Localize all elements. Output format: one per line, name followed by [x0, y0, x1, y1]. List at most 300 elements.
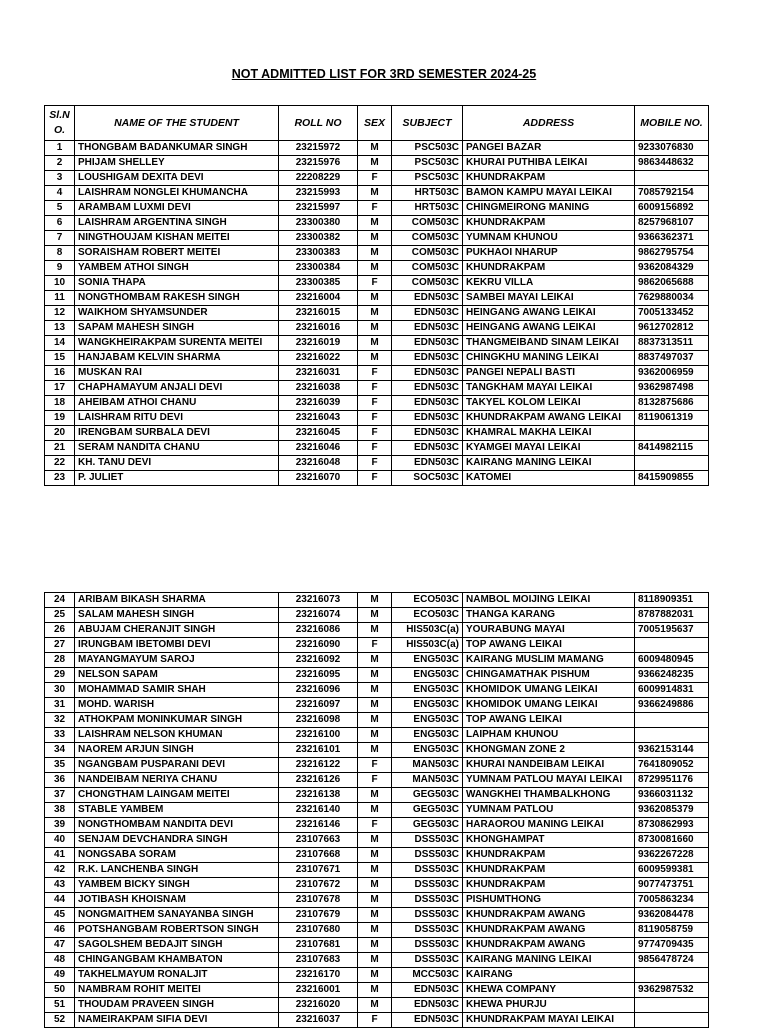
subject-cell: DSS503C — [392, 908, 463, 923]
subject-cell: COM503C — [392, 246, 463, 261]
subject-cell: EDN503C — [392, 1013, 463, 1028]
sl-no-cell: 47 — [45, 938, 75, 953]
sex-cell: M — [358, 863, 392, 878]
student-name-cell: TAKHELMAYUM RONALJIT — [75, 968, 279, 983]
sl-no-cell: 14 — [45, 336, 75, 351]
table-row — [45, 998, 709, 1013]
student-name-cell: LOUSHIGAM DEXITA DEVI — [75, 171, 279, 186]
roll-no-cell: 23216122 — [279, 758, 358, 773]
sl-no-cell: 8 — [45, 246, 75, 261]
subject-cell: ENG503C — [392, 653, 463, 668]
sex-cell: M — [358, 803, 392, 818]
sex-cell: M — [358, 141, 392, 156]
table-row — [45, 833, 709, 848]
mobile-no-cell: 9362153144 — [635, 743, 709, 758]
address-cell: SAMBEI MAYAI LEIKAI — [463, 291, 635, 306]
mobile-no-cell: 8118909351 — [635, 593, 709, 608]
student-name-cell: NAMEIRAKPAM SIFIA DEVI — [75, 1013, 279, 1028]
address-cell: KHUNDRAKPAM — [463, 863, 635, 878]
sex-cell: F — [358, 638, 392, 653]
mobile-no-cell: 9362987532 — [635, 983, 709, 998]
subject-cell: HRT503C — [392, 186, 463, 201]
subject-cell: ENG503C — [392, 743, 463, 758]
address-cell: KEKRU VILLA — [463, 276, 635, 291]
sl-no-cell: 30 — [45, 683, 75, 698]
roll-no-cell: 23216015 — [279, 306, 358, 321]
mobile-no-cell: 9077473751 — [635, 878, 709, 893]
roll-no-cell: 23107668 — [279, 848, 358, 863]
subject-cell: EDN503C — [392, 396, 463, 411]
table-row — [45, 231, 709, 246]
sl-no-cell: 16 — [45, 366, 75, 381]
sl-no-cell: 31 — [45, 698, 75, 713]
table-row — [45, 863, 709, 878]
roll-no-cell: 23216045 — [279, 426, 358, 441]
student-name-cell: NAMBRAM ROHIT MEITEI — [75, 983, 279, 998]
sl-no-cell: 33 — [45, 728, 75, 743]
student-name-cell: NELSON SAPAM — [75, 668, 279, 683]
sl-no-cell: 11 — [45, 291, 75, 306]
mobile-no-cell — [635, 968, 709, 983]
student-name-cell: NONGTHOMBAM NANDITA DEVI — [75, 818, 279, 833]
sex-cell: M — [358, 623, 392, 638]
subject-cell: DSS503C — [392, 953, 463, 968]
roll-no-cell: 23216086 — [279, 623, 358, 638]
roll-no-cell: 23300383 — [279, 246, 358, 261]
subject-cell: GEG503C — [392, 788, 463, 803]
sex-cell: M — [358, 593, 392, 608]
mobile-no-cell: 8837313511 — [635, 336, 709, 351]
student-name-cell: SORAISHAM ROBERT MEITEI — [75, 246, 279, 261]
subject-cell: ECO503C — [392, 608, 463, 623]
sex-cell: M — [358, 728, 392, 743]
address-cell: PUKHAOI NHARUP — [463, 246, 635, 261]
student-name-cell: P. JULIET — [75, 471, 279, 486]
subject-cell: EDN503C — [392, 998, 463, 1013]
sl-no-cell: 20 — [45, 426, 75, 441]
table-row — [45, 938, 709, 953]
roll-no-cell: 23216140 — [279, 803, 358, 818]
student-name-cell: ARAMBAM LUXMI DEVI — [75, 201, 279, 216]
sex-cell: M — [358, 983, 392, 998]
sex-cell: F — [358, 456, 392, 471]
mobile-no-cell: 6009914831 — [635, 683, 709, 698]
sl-no-cell: 23 — [45, 471, 75, 486]
subject-cell: EDN503C — [392, 366, 463, 381]
address-cell: TAKYEL KOLOM LEIKAI — [463, 396, 635, 411]
roll-no-cell: 23216004 — [279, 291, 358, 306]
sl-no-cell: 29 — [45, 668, 75, 683]
address-cell: KYAMGEI MAYAI LEIKAI — [463, 441, 635, 456]
table-row — [45, 1013, 709, 1028]
roll-no-cell: 23216070 — [279, 471, 358, 486]
table-row — [45, 321, 709, 336]
table-row — [45, 201, 709, 216]
table-row — [45, 186, 709, 201]
mobile-no-cell: 6009599381 — [635, 863, 709, 878]
table-row — [45, 623, 709, 638]
sl-no-cell: 15 — [45, 351, 75, 366]
document-title-text: NOT ADMITTED LIST FOR 3RD SEMESTER 2024-25 — [231, 67, 537, 81]
address-cell: KHUNDRAKPAM AWANG — [463, 923, 635, 938]
address-cell: THANGMEIBAND SINAM LEIKAI — [463, 336, 635, 351]
sex-cell: F — [358, 1013, 392, 1028]
mobile-no-cell: 9362084329 — [635, 261, 709, 276]
student-name-cell: CHAPHAMAYUM ANJALI DEVI — [75, 381, 279, 396]
sl-no-cell: 37 — [45, 788, 75, 803]
mobile-no-cell: 6009156892 — [635, 201, 709, 216]
mobile-no-cell: 7005863234 — [635, 893, 709, 908]
subject-cell: EDN503C — [392, 306, 463, 321]
mobile-no-cell: 9366031132 — [635, 788, 709, 803]
subject-cell: ENG503C — [392, 668, 463, 683]
address-cell: HARAOROU MANING LEIKAI — [463, 818, 635, 833]
roll-no-cell: 23216031 — [279, 366, 358, 381]
address-cell: KHUNDRAKPAM AWANG LEIKAI — [463, 411, 635, 426]
student-name-cell: POTSHANGBAM ROBERTSON SINGH — [75, 923, 279, 938]
table-row — [45, 848, 709, 863]
address-cell: KHEWA COMPANY — [463, 983, 635, 998]
table-row — [45, 381, 709, 396]
student-name-cell: ATHOKPAM MONINKUMAR SINGH — [75, 713, 279, 728]
address-cell: KATOMEI — [463, 471, 635, 486]
subject-cell: MCC503C — [392, 968, 463, 983]
address-cell: KHUNDRAKPAM — [463, 878, 635, 893]
address-cell: YUMNAM PATLOU MAYAI LEIKAI — [463, 773, 635, 788]
address-cell: KHEWA PHURJU — [463, 998, 635, 1013]
mobile-no-cell: 9362267228 — [635, 848, 709, 863]
sex-cell: M — [358, 938, 392, 953]
table-row — [45, 743, 709, 758]
mobile-no-cell — [635, 713, 709, 728]
sex-cell: M — [358, 848, 392, 863]
subject-cell: EDN503C — [392, 321, 463, 336]
roll-no-cell: 23216046 — [279, 441, 358, 456]
subject-cell: COM503C — [392, 231, 463, 246]
roll-no-cell: 23216016 — [279, 321, 358, 336]
table-header-row — [45, 106, 709, 141]
sl-no-cell: 2 — [45, 156, 75, 171]
address-cell: BAMON KAMPU MAYAI LEIKAI — [463, 186, 635, 201]
header-mobile: MOBILE NO. — [635, 106, 709, 141]
sl-no-cell: 52 — [45, 1013, 75, 1028]
header-name: NAME OF THE STUDENT — [75, 106, 279, 141]
admission-table-1 — [44, 105, 709, 486]
table-row — [45, 441, 709, 456]
sl-no-cell: 46 — [45, 923, 75, 938]
student-name-cell: CHONGTHAM LAINGAM MEITEI — [75, 788, 279, 803]
student-name-cell: ABUJAM CHERANJIT SINGH — [75, 623, 279, 638]
table-row — [45, 336, 709, 351]
student-name-cell: SAGOLSHEM BEDAJIT SINGH — [75, 938, 279, 953]
address-cell: KAIRANG MANING LEIKAI — [463, 456, 635, 471]
subject-cell: EDN503C — [392, 456, 463, 471]
roll-no-cell: 23216098 — [279, 713, 358, 728]
student-name-cell: LAISHRAM ARGENTINA SINGH — [75, 216, 279, 231]
mobile-no-cell: 8119061319 — [635, 411, 709, 426]
subject-cell: ENG503C — [392, 683, 463, 698]
address-cell: TOP AWANG LEIKAI — [463, 713, 635, 728]
mobile-no-cell: 6009480945 — [635, 653, 709, 668]
student-name-cell: MOHAMMAD SAMIR SHAH — [75, 683, 279, 698]
roll-no-cell: 23216090 — [279, 638, 358, 653]
table-row — [45, 411, 709, 426]
sex-cell: M — [358, 186, 392, 201]
subject-cell: DSS503C — [392, 923, 463, 938]
sex-cell: M — [358, 231, 392, 246]
mobile-no-cell: 9366249886 — [635, 698, 709, 713]
sex-cell: F — [358, 381, 392, 396]
student-name-cell: AHEIBAM ATHOI CHANU — [75, 396, 279, 411]
roll-no-cell: 23216073 — [279, 593, 358, 608]
sex-cell: M — [358, 306, 392, 321]
mobile-no-cell: 8787882031 — [635, 608, 709, 623]
student-name-cell: NINGTHOUJAM KISHAN MEITEI — [75, 231, 279, 246]
mobile-no-cell: 9366362371 — [635, 231, 709, 246]
sl-no-cell: 21 — [45, 441, 75, 456]
table-row — [45, 653, 709, 668]
subject-cell: DSS503C — [392, 833, 463, 848]
table-row — [45, 728, 709, 743]
sl-no-cell: 32 — [45, 713, 75, 728]
mobile-no-cell: 8132875686 — [635, 396, 709, 411]
roll-no-cell: 23216020 — [279, 998, 358, 1013]
mobile-no-cell: 9362987498 — [635, 381, 709, 396]
address-cell: KHUNDRAKPAM — [463, 171, 635, 186]
student-name-cell: R.K. LANCHENBA SINGH — [75, 863, 279, 878]
roll-no-cell: 23107683 — [279, 953, 358, 968]
table-row — [45, 758, 709, 773]
sl-no-cell: 25 — [45, 608, 75, 623]
sl-no-cell: 35 — [45, 758, 75, 773]
table-row — [45, 818, 709, 833]
sex-cell: M — [358, 893, 392, 908]
roll-no-cell: 23215997 — [279, 201, 358, 216]
sex-cell: F — [358, 276, 392, 291]
table-row — [45, 246, 709, 261]
sl-no-cell: 51 — [45, 998, 75, 1013]
student-name-cell: NGANGBAM PUSPARANI DEVI — [75, 758, 279, 773]
sl-no-cell: 40 — [45, 833, 75, 848]
header-address: ADDRESS — [463, 106, 635, 141]
table-row — [45, 773, 709, 788]
subject-cell: ENG503C — [392, 728, 463, 743]
subject-cell: GEG503C — [392, 803, 463, 818]
sex-cell: F — [358, 201, 392, 216]
subject-cell: SOC503C — [392, 471, 463, 486]
mobile-no-cell: 9856478724 — [635, 953, 709, 968]
sex-cell: F — [358, 396, 392, 411]
address-cell: KHUNDRAKPAM AWANG — [463, 908, 635, 923]
student-name-cell: NONGSABA SORAM — [75, 848, 279, 863]
subject-cell: MAN503C — [392, 773, 463, 788]
student-name-cell: CHINGANGBAM KHAMBATON — [75, 953, 279, 968]
sex-cell: M — [358, 653, 392, 668]
subject-cell: EDN503C — [392, 351, 463, 366]
subject-cell: MAN503C — [392, 758, 463, 773]
admission-table-2 — [44, 592, 709, 1028]
address-cell: PISHUMTHONG — [463, 893, 635, 908]
address-cell: THANGA KARANG — [463, 608, 635, 623]
roll-no-cell: 23216146 — [279, 818, 358, 833]
address-cell: PANGEI NEPALI BASTI — [463, 366, 635, 381]
sl-no-cell: 42 — [45, 863, 75, 878]
student-name-cell: SERAM NANDITA CHANU — [75, 441, 279, 456]
student-name-cell: HANJABAM KELVIN SHARMA — [75, 351, 279, 366]
mobile-no-cell: 9362085379 — [635, 803, 709, 818]
roll-no-cell: 23216095 — [279, 668, 358, 683]
roll-no-cell: 23300382 — [279, 231, 358, 246]
table-row — [45, 893, 709, 908]
address-cell: TOP AWANG LEIKAI — [463, 638, 635, 653]
mobile-no-cell: 9233076830 — [635, 141, 709, 156]
roll-no-cell: 23215972 — [279, 141, 358, 156]
address-cell: PANGEI BAZAR — [463, 141, 635, 156]
sex-cell: F — [358, 411, 392, 426]
subject-cell: COM503C — [392, 276, 463, 291]
sex-cell: F — [358, 773, 392, 788]
address-cell: CHINGAMATHAK PISHUM — [463, 668, 635, 683]
mobile-no-cell — [635, 638, 709, 653]
sex-cell: M — [358, 351, 392, 366]
address-cell: KHUNDRAKPAM — [463, 261, 635, 276]
subject-cell: HIS503C(a) — [392, 638, 463, 653]
table-2-body — [45, 593, 709, 1028]
address-cell: KHURAI NANDEIBAM LEIKAI — [463, 758, 635, 773]
student-name-cell: SENJAM DEVCHANDRA SINGH — [75, 833, 279, 848]
subject-cell: DSS503C — [392, 848, 463, 863]
sex-cell: F — [358, 426, 392, 441]
roll-no-cell: 23107671 — [279, 863, 358, 878]
subject-cell: HRT503C — [392, 201, 463, 216]
address-cell: KHUNDRAKPAM — [463, 848, 635, 863]
mobile-no-cell: 9863448632 — [635, 156, 709, 171]
roll-no-cell: 23107679 — [279, 908, 358, 923]
subject-cell: COM503C — [392, 216, 463, 231]
address-cell: YUMNAM KHUNOU — [463, 231, 635, 246]
roll-no-cell: 23107663 — [279, 833, 358, 848]
mobile-no-cell: 7641809052 — [635, 758, 709, 773]
header-sl-no: Sl.N O. — [45, 106, 75, 141]
mobile-no-cell: 9862795754 — [635, 246, 709, 261]
student-name-cell: THOUDAM PRAVEEN SINGH — [75, 998, 279, 1013]
sex-cell: M — [358, 833, 392, 848]
mobile-no-cell — [635, 171, 709, 186]
roll-no-cell: 23216170 — [279, 968, 358, 983]
mobile-no-cell: 8730862993 — [635, 818, 709, 833]
sex-cell: M — [358, 908, 392, 923]
mobile-no-cell: 8730081660 — [635, 833, 709, 848]
address-cell: KHAMRAL MAKHA LEIKAI — [463, 426, 635, 441]
mobile-no-cell: 8415909855 — [635, 471, 709, 486]
table-row — [45, 668, 709, 683]
mobile-no-cell: 8119058759 — [635, 923, 709, 938]
roll-no-cell: 23216096 — [279, 683, 358, 698]
mobile-no-cell — [635, 728, 709, 743]
address-cell: KHURAI PUTHIBA LEIKAI — [463, 156, 635, 171]
subject-cell: EDN503C — [392, 983, 463, 998]
sl-no-cell: 19 — [45, 411, 75, 426]
sex-cell: M — [358, 968, 392, 983]
sl-no-cell: 10 — [45, 276, 75, 291]
roll-no-cell: 23216074 — [279, 608, 358, 623]
header-subject: SUBJECT — [392, 106, 463, 141]
mobile-no-cell: 8414982115 — [635, 441, 709, 456]
sex-cell: M — [358, 156, 392, 171]
student-name-cell: MOHD. WARISH — [75, 698, 279, 713]
student-name-cell: LAISHRAM NELSON KHUMAN — [75, 728, 279, 743]
address-cell: NAMBOL MOIJING LEIKAI — [463, 593, 635, 608]
mobile-no-cell — [635, 456, 709, 471]
student-name-cell: IRENGBAM SURBALA DEVI — [75, 426, 279, 441]
sl-no-cell: 38 — [45, 803, 75, 818]
sex-cell: M — [358, 788, 392, 803]
subject-cell: EDN503C — [392, 411, 463, 426]
table-row — [45, 593, 709, 608]
student-name-cell: SONIA THAPA — [75, 276, 279, 291]
mobile-no-cell — [635, 1013, 709, 1028]
header-roll-no: ROLL NO — [279, 106, 358, 141]
sl-no-cell: 34 — [45, 743, 75, 758]
mobile-no-cell: 8837497037 — [635, 351, 709, 366]
subject-cell: EDN503C — [392, 291, 463, 306]
roll-no-cell: 23300380 — [279, 216, 358, 231]
sl-no-cell: 27 — [45, 638, 75, 653]
table-row — [45, 608, 709, 623]
mobile-no-cell: 9612702812 — [635, 321, 709, 336]
sex-cell: M — [358, 291, 392, 306]
roll-no-cell: 23300384 — [279, 261, 358, 276]
student-name-cell: ARIBAM BIKASH SHARMA — [75, 593, 279, 608]
roll-no-cell: 23216048 — [279, 456, 358, 471]
table-1-body — [45, 141, 709, 486]
table-row — [45, 788, 709, 803]
sex-cell: M — [358, 878, 392, 893]
sex-cell: M — [358, 743, 392, 758]
sl-no-cell: 48 — [45, 953, 75, 968]
table-row — [45, 426, 709, 441]
student-name-cell: STABLE YAMBEM — [75, 803, 279, 818]
sl-no-cell: 39 — [45, 818, 75, 833]
roll-no-cell: 23216126 — [279, 773, 358, 788]
mobile-no-cell — [635, 426, 709, 441]
table-row — [45, 983, 709, 998]
address-cell: KAIRANG MANING LEIKAI — [463, 953, 635, 968]
table-row — [45, 803, 709, 818]
table-row — [45, 638, 709, 653]
subject-cell: ECO503C — [392, 593, 463, 608]
subject-cell: GEG503C — [392, 818, 463, 833]
student-name-cell: MUSKAN RAI — [75, 366, 279, 381]
sl-no-cell: 13 — [45, 321, 75, 336]
sl-no-cell: 4 — [45, 186, 75, 201]
sl-no-cell: 9 — [45, 261, 75, 276]
student-name-cell: THONGBAM BADANKUMAR SINGH — [75, 141, 279, 156]
student-name-cell: NONGMAITHEM SANAYANBA SINGH — [75, 908, 279, 923]
student-name-cell: LAISHRAM NONGLEI KHUMANCHA — [75, 186, 279, 201]
student-name-cell: NAOREM ARJUN SINGH — [75, 743, 279, 758]
table-row — [45, 953, 709, 968]
address-cell: CHINGMEIRONG MANING — [463, 201, 635, 216]
student-name-cell: YAMBEM ATHOI SINGH — [75, 261, 279, 276]
sl-no-cell: 3 — [45, 171, 75, 186]
address-cell: HEINGANG AWANG LEIKAI — [463, 321, 635, 336]
table-row — [45, 276, 709, 291]
address-cell: KHUNDRAKPAM AWANG — [463, 938, 635, 953]
sl-no-cell: 44 — [45, 893, 75, 908]
address-cell: KHUNDRAKPAM MAYAI LEIKAI — [463, 1013, 635, 1028]
mobile-no-cell: 7085792154 — [635, 186, 709, 201]
